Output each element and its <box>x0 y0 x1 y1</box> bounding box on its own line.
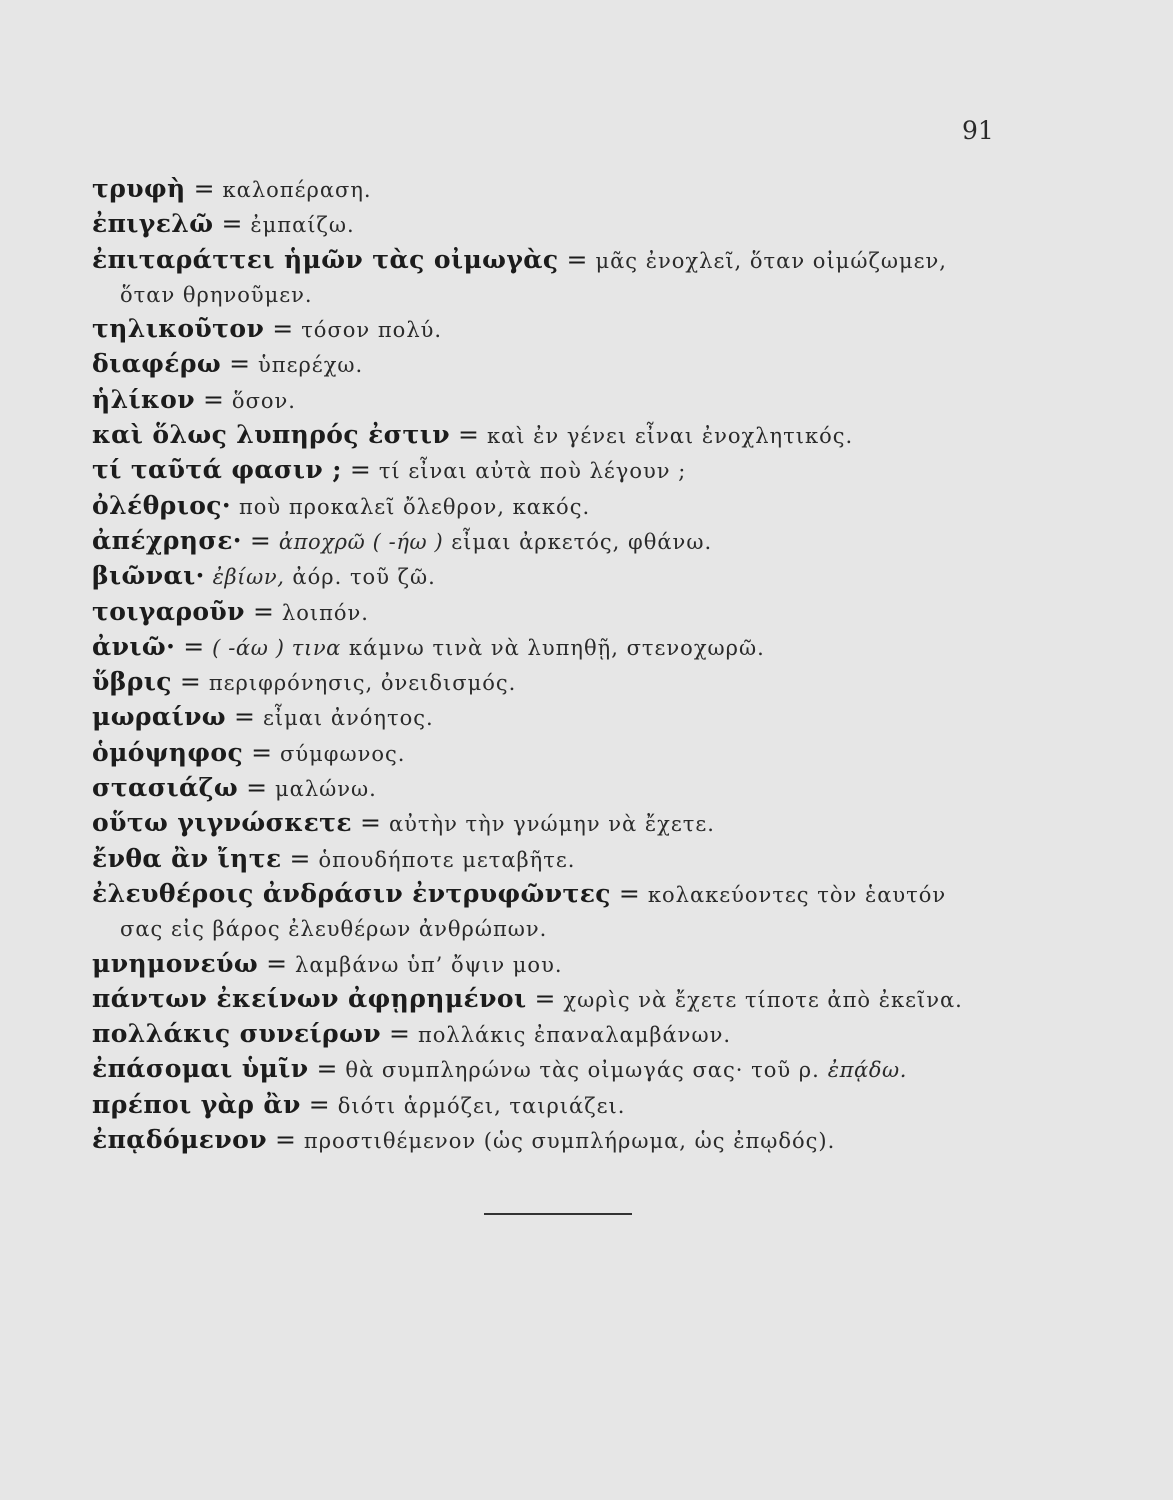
entry-continuation: σας εἰς βάρος ἐλευθέρων ἀνθρώπων. <box>120 917 548 942</box>
glossary-entry <box>92 312 1012 347</box>
glossary-entry <box>92 243 1012 313</box>
glossary-entry <box>92 595 1012 630</box>
entry-term: ἀνιῶ· <box>92 631 176 661</box>
equals-sign: = <box>360 808 381 838</box>
entry-gloss: μᾶς ἐνοχλεῖ, ὅταν οἰμώζωμεν, <box>595 248 947 273</box>
glossary-entry <box>92 383 1012 418</box>
equals-sign: = <box>202 384 224 414</box>
equals-sign: = <box>266 948 288 978</box>
entry-term: τρυφὴ <box>92 174 186 203</box>
entry-term: πάντων ἐκείνων ἀφῃρημένοι <box>92 983 527 1013</box>
entry-gloss-italic: ἐπᾴδω. <box>827 1058 908 1083</box>
equals-sign: = <box>566 244 588 274</box>
entry-gloss: διότι ἁρμόζει, ταιριάζει. <box>337 1093 626 1118</box>
glossary-entry <box>92 947 1012 982</box>
equals-sign: = <box>349 455 371 485</box>
entry-term: ἐπάσομαι ὑμῖν <box>92 1054 309 1084</box>
entry-term: ὁμόψηφος <box>92 737 244 767</box>
entry-gloss: κολακεύοντες τὸν ἑαυτόν <box>647 882 947 907</box>
equals-sign: = <box>221 209 243 239</box>
entry-gloss: ἀόρ. τοῦ ζῶ. <box>292 565 436 590</box>
entry-gloss: μαλώνω. <box>275 777 377 802</box>
glossary-entry <box>92 1088 1012 1123</box>
entry-term: ὀλέθριος· <box>92 490 232 520</box>
entry-term: ἐπιγελῶ <box>92 209 214 239</box>
equals-sign: = <box>251 737 273 767</box>
equals-sign: = <box>183 631 205 661</box>
equals-sign: = <box>274 1125 296 1155</box>
equals-sign: = <box>457 420 479 450</box>
glossary-entry <box>92 172 1012 207</box>
entry-term: καὶ ὅλως λυπηρός ἐστιν <box>92 420 450 450</box>
equals-sign: = <box>534 983 556 1013</box>
page-number: 91 <box>962 116 994 145</box>
entry-term: στασιάζω <box>92 773 239 803</box>
equals-sign: = <box>249 525 271 555</box>
entry-gloss: λαμβάνω ὑπ’ ὄψιν μου. <box>295 952 563 977</box>
entry-term: βιῶναι· <box>92 561 205 591</box>
glossary-entry <box>92 842 1012 877</box>
entry-term: ὕβρις <box>92 667 172 697</box>
end-divider <box>484 1213 632 1215</box>
entry-term: ἐπᾳδόμενον <box>92 1125 267 1155</box>
glossary-entry <box>92 453 1012 488</box>
entry-gloss: θὰ συμπληρώνω τὰς οἰμωγάς σας· τοῦ ρ. <box>345 1058 820 1083</box>
entry-continuation: ὅταν θρηνοῦμεν. <box>120 282 313 307</box>
glossary-entry <box>92 1123 1012 1158</box>
entry-term: ἐλευθέροις ἀνδράσιν ἐντρυφῶντες <box>92 878 611 908</box>
equals-sign: = <box>308 1089 330 1119</box>
glossary-entry <box>92 806 1012 841</box>
entry-term: πολλάκις συνείρων <box>92 1019 382 1049</box>
entry-term: ἔνθα ἂν ἴητε <box>92 843 282 873</box>
equals-sign: = <box>618 878 640 908</box>
entry-term: διαφέρω <box>92 349 222 379</box>
entry-gloss: ποὺ προκαλεῖ ὄλεθρον, κακός. <box>238 494 591 519</box>
entry-gloss-italic: ( -άω ) τινα <box>212 635 341 660</box>
entry-term: τηλικοῦτον <box>92 314 265 344</box>
entry-term: ἐπιταράττει ἡμῶν τὰς οἰμωγὰς <box>92 244 559 274</box>
entry-term: μωραίνω <box>92 702 227 732</box>
glossary-entry <box>92 1017 1012 1052</box>
entry-gloss-italic: ἀποχρῶ ( -ήω ) <box>278 529 444 554</box>
equals-sign: = <box>272 314 294 344</box>
entry-gloss: χωρὶς νὰ ἔχετε τίποτε ἀπὸ ἐκεῖνα. <box>563 987 963 1012</box>
entry-gloss: ὅσον. <box>231 388 296 413</box>
entry-gloss: καὶ ἐν γένει εἶναι ἐνοχλητικός. <box>486 424 854 449</box>
entry-gloss: εἶμαι ἀνόητος. <box>262 706 434 731</box>
equals-sign: = <box>229 349 251 379</box>
glossary-entry <box>92 630 1012 665</box>
glossary-entry <box>92 665 1012 700</box>
entry-term: τί ταῦτά φασιν ; <box>92 455 342 485</box>
equals-sign: = <box>316 1054 338 1084</box>
glossary-entry <box>92 877 1012 947</box>
entry-term: ἡλίκον <box>92 384 195 414</box>
equals-sign: = <box>246 773 268 803</box>
entry-gloss: τόσον πολύ. <box>301 318 443 343</box>
entry-gloss: περιφρόνησις, ὀνειδισμός. <box>208 671 517 696</box>
entry-gloss: ἐμπαίζω. <box>250 213 355 238</box>
entry-term: οὕτω γιγνώσκετε <box>92 808 352 838</box>
glossary-entry <box>92 559 1012 594</box>
entry-term: ἀπέχρησε· <box>92 525 242 555</box>
glossary-entry <box>92 524 1012 559</box>
entry-gloss: προστιθέμενον (ὡς συμπλήρωμα, ὡς ἐπῳδός). <box>303 1129 836 1154</box>
entry-gloss-italic: ἐβίων, <box>212 565 285 590</box>
glossary-entry <box>92 700 1012 735</box>
glossary-entry <box>92 418 1012 453</box>
glossary-entry <box>92 982 1012 1017</box>
entry-term: μνημονεύω <box>92 948 259 978</box>
equals-sign: = <box>179 667 201 697</box>
entry-gloss: σύμφωνος. <box>280 741 406 766</box>
entry-gloss: τί εἶναι αὐτὰ ποὺ λέγουν ; <box>378 459 687 484</box>
entry-gloss: αὐτὴν τὴν γνώμην νὰ ἔχετε. <box>388 812 715 837</box>
entry-gloss: καλοπέραση. <box>222 178 372 202</box>
glossary-entry <box>92 1052 1012 1087</box>
glossary-entry <box>92 347 1012 382</box>
glossary-entry <box>92 771 1012 806</box>
entry-term: πρέποι γὰρ ἂν <box>92 1089 301 1119</box>
entry-gloss: λοιπόν. <box>281 600 369 625</box>
equals-sign: = <box>252 596 274 626</box>
entry-term: τοιγαροῦν <box>92 596 245 626</box>
entry-gloss: κάμνω τινὰ νὰ λυπηθῇ, στενοχωρῶ. <box>348 635 765 660</box>
equals-sign: = <box>193 174 215 203</box>
equals-sign: = <box>234 702 255 732</box>
glossary-entry <box>92 736 1012 771</box>
glossary <box>92 172 1012 1158</box>
glossary-entry <box>92 489 1012 524</box>
glossary-entry <box>92 207 1012 242</box>
equals-sign: = <box>389 1019 410 1049</box>
entry-gloss: εἶμαι ἀρκετός, φθάνω. <box>451 529 713 554</box>
entry-gloss: ὁπουδήποτε μεταβῆτε. <box>318 847 576 872</box>
entry-gloss: ὑπερέχω. <box>258 353 364 378</box>
equals-sign: = <box>289 843 311 873</box>
entry-gloss: πολλάκις ἐπαναλαμβάνων. <box>417 1023 732 1048</box>
